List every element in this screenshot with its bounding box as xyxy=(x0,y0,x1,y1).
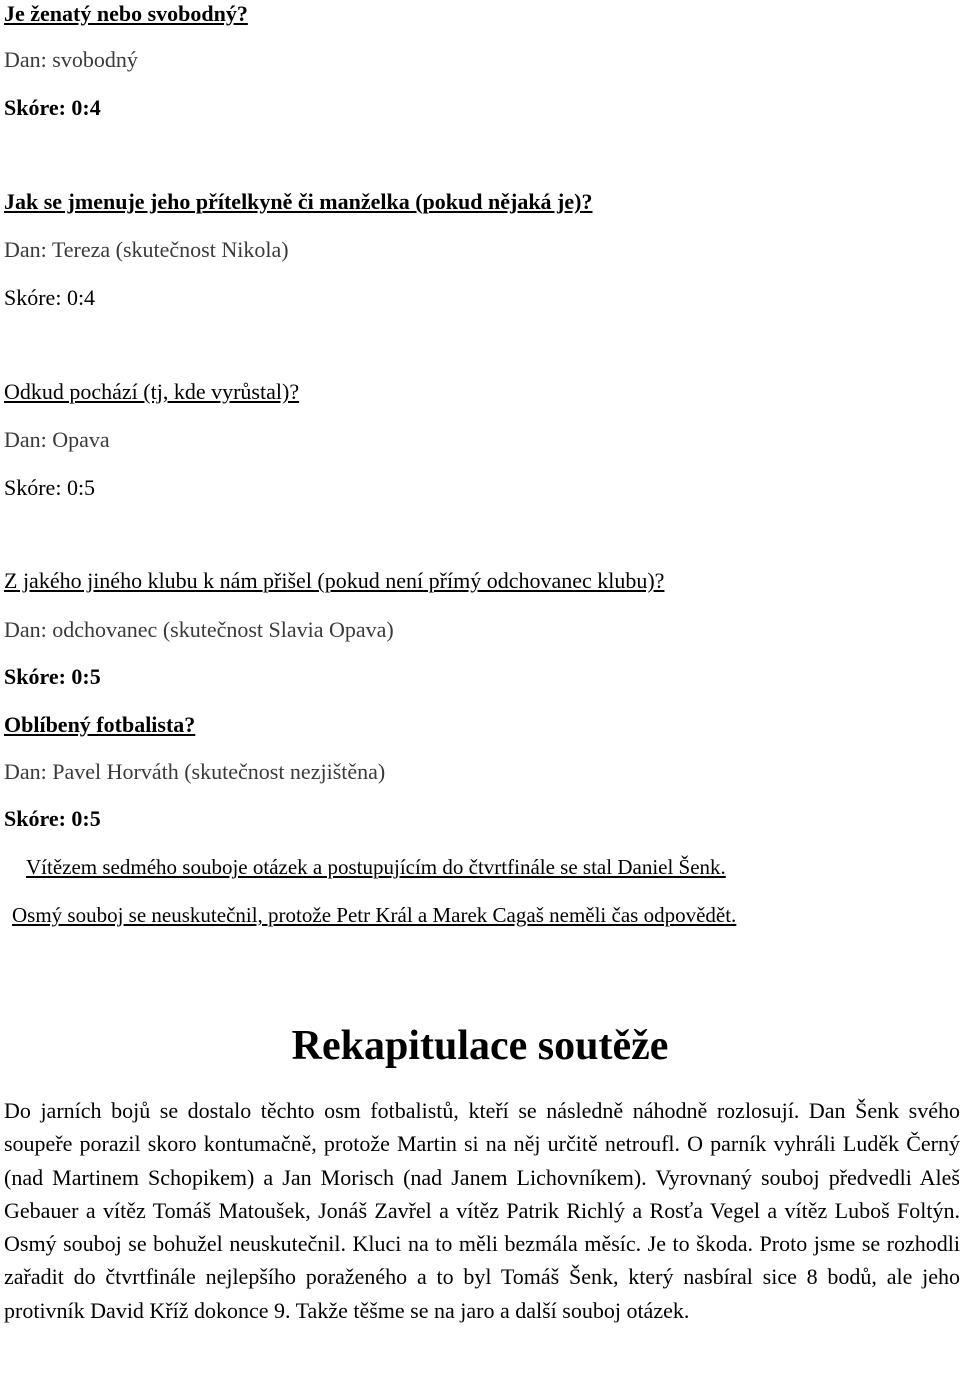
answer-1: Dan: svobodný xyxy=(4,47,138,72)
eighth-duel-note: Osmý souboj se neuskutečnil, protože Petr Král a Marek Cagaš neměli čas odpovědět. xyxy=(12,903,737,927)
answer-4: Dan: odchovanec (skutečnost Slavia Opava) xyxy=(4,617,394,642)
answer-5: Dan: Pavel Horváth (skutečnost nezjištěna) xyxy=(4,759,386,784)
question-3: Odkud pochází (tj, kde vyrůstal)? xyxy=(4,379,300,404)
question-5: Oblíbený fotbalista? xyxy=(4,712,196,737)
answer-2: Dan: Tereza (skutečnost Nikola) xyxy=(4,237,289,262)
score-1: Skóre: 0:4 xyxy=(4,95,101,120)
winner-announcement: Vítězem sedmého souboje otázek a postupujícím do čtvrtfinále se stal Daniel Šenk. xyxy=(26,855,726,879)
answer-3: Dan: Opava xyxy=(4,427,110,452)
score-3: Skóre: 0:5 xyxy=(4,475,96,500)
question-4: Z jakého jiného klubu k nám přišel (pokud není přímý odchovanec klubu)? xyxy=(4,568,665,593)
recap-heading: Rekapitulace soutěže xyxy=(291,1023,669,1069)
question-1: Je ženatý nebo svobodný? xyxy=(4,1,248,26)
recap-paragraph: Do jarních bojů se dostalo těchto osm fotbalistů, kteří se následně náhodně rozlosují. Dan Šenk svého soupeře porazil skoro kontumačně, protože Martin si na něj určitě netroufl. O parník vyhráli Luděk Černý (nad Martinem Schopikem) a Jan Morisch (nad Janem Lichovníkem). Vyrovnaný souboj předvedli Aleš Gebauer a vítěz Tomáš Matoušek, Jonáš Zavřel a vítěz Patrik Richlý a Rosťa Vegel a vítěz Luboš Foltýn. Osmý souboj se bohužel neuskutečnil. Kluci na to měli bezmála měsíc. Je to škoda. Proto jsme se rozhodli zařadit do čtvrtfinále nejlepšího poraženého a to byl Tomáš Šenk, který nasbíral sice 8 bodů, ale jeho protivník David Kříž dokonce 9. Takže těšme se na jaro a další souboj otázek. xyxy=(4,1098,960,1323)
question-2: Jak se jmenuje jeho přítelkyně či manželka (pokud nějaká je)? xyxy=(4,189,593,214)
score-5: Skóre: 0:5 xyxy=(4,806,101,831)
score-4: Skóre: 0:5 xyxy=(4,664,101,689)
score-2: Skóre: 0:4 xyxy=(4,285,96,310)
